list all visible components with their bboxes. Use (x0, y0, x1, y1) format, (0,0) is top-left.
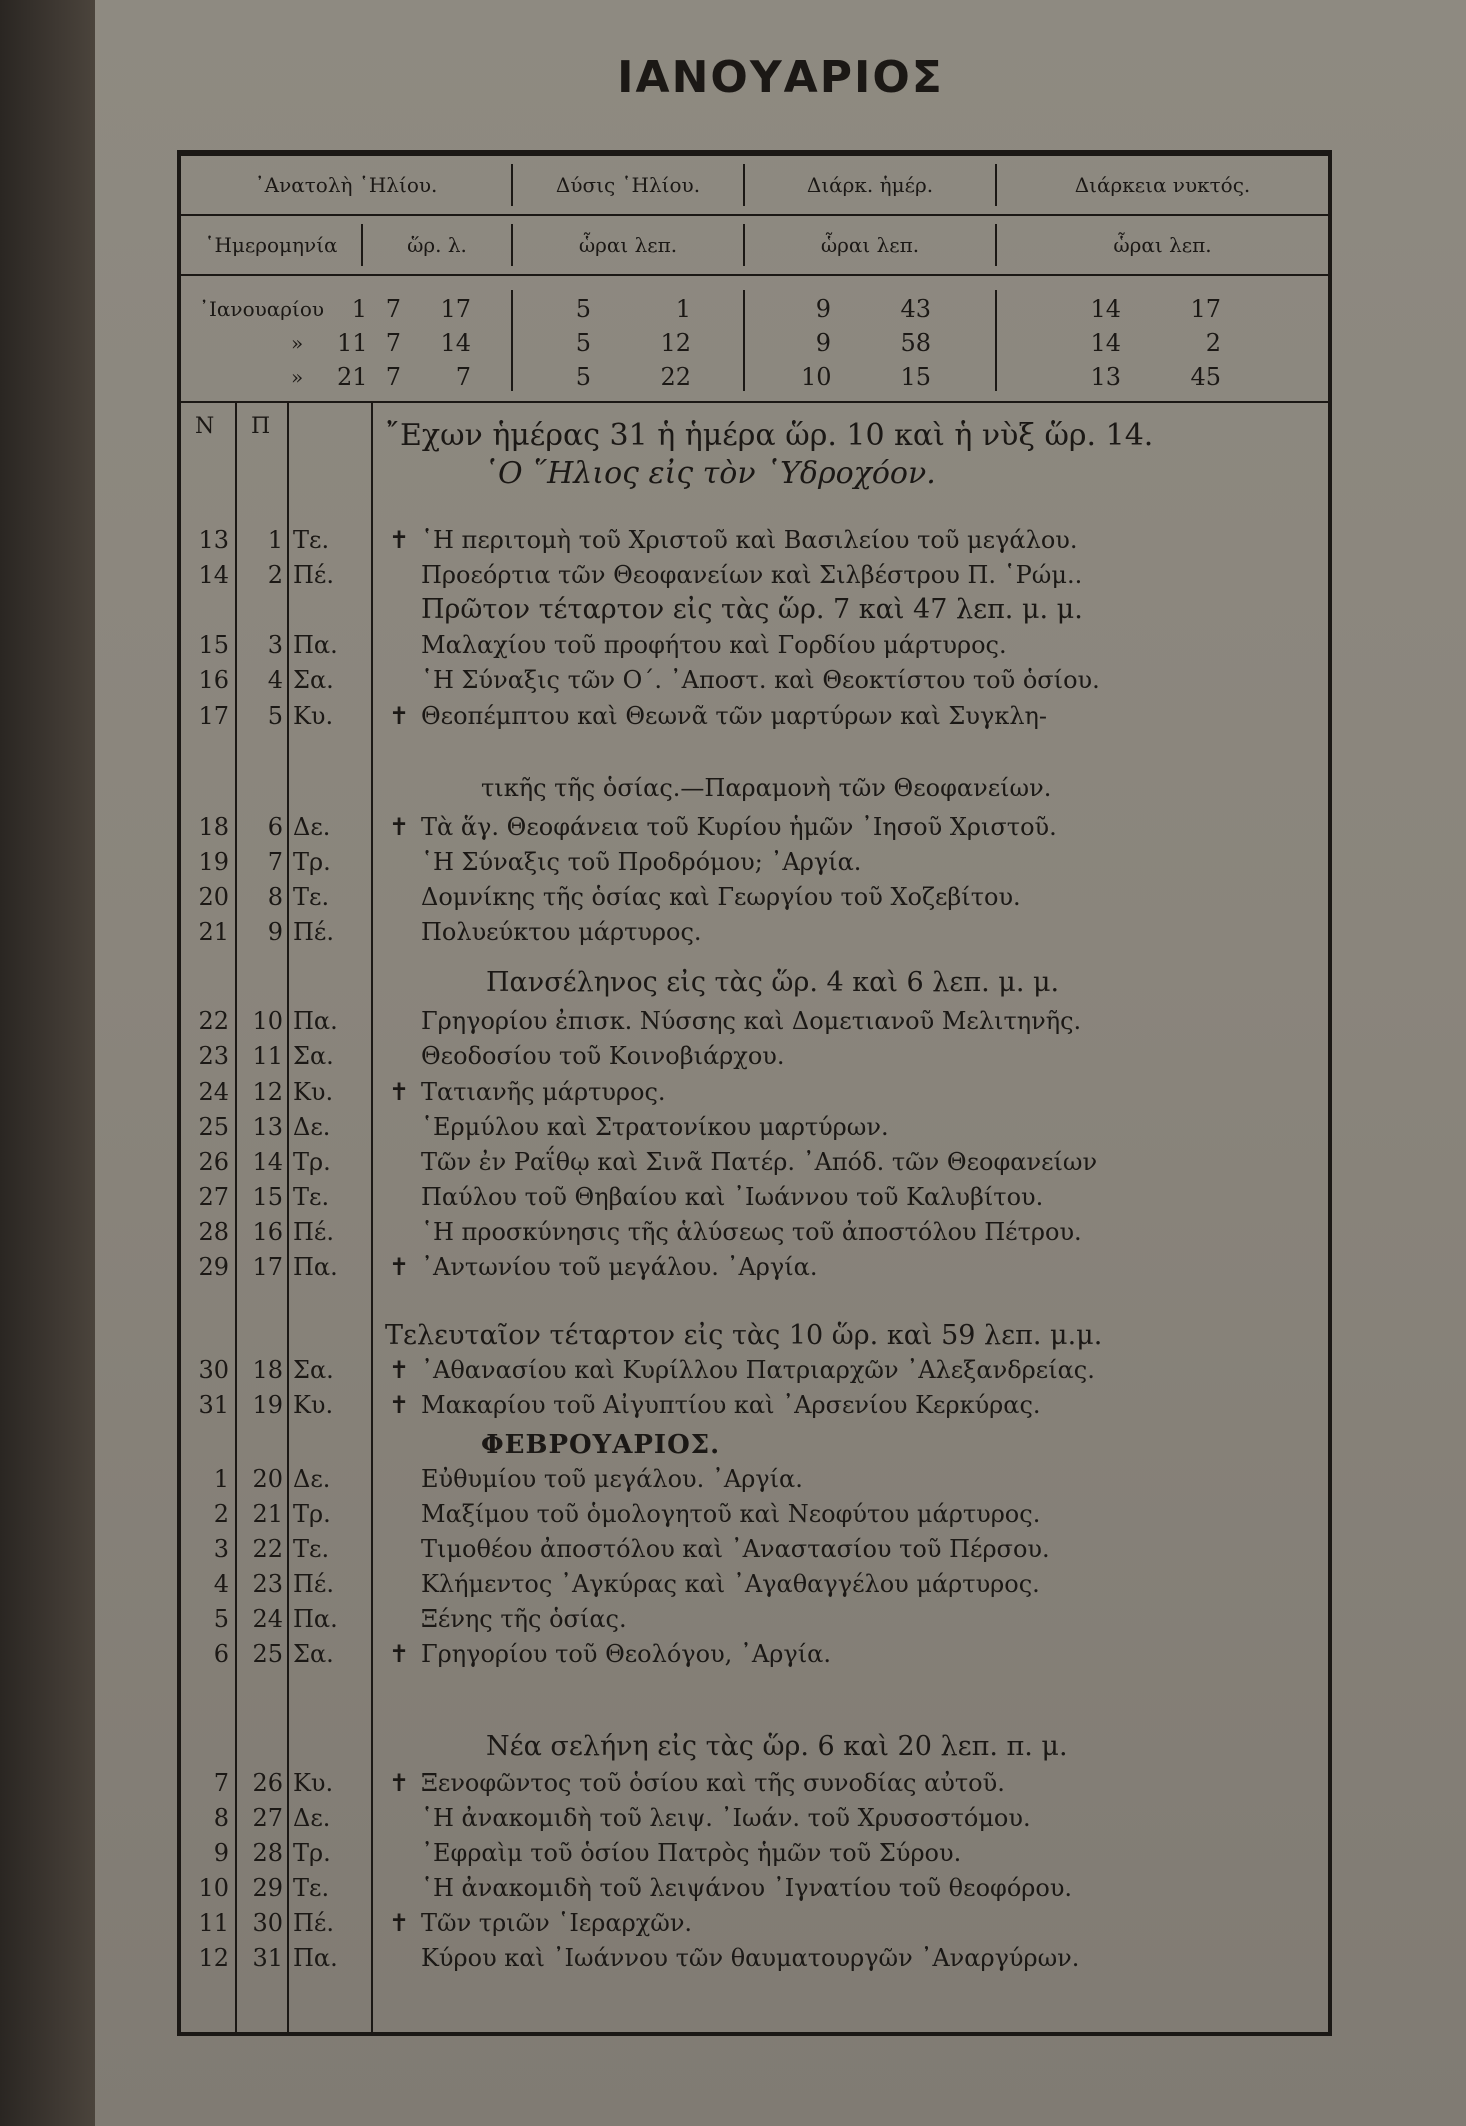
old-style-day: 13 (198, 526, 229, 554)
old-style-day: 24 (198, 1078, 229, 1106)
month-intro: ῎Εχων ἡμέρας 31 ἡ ἡμέρα ὥρ. 10 καὶ ἡ νὺξ ὥρ. 14. (385, 418, 1154, 453)
stats-nl-min: 17 (1190, 295, 1221, 323)
calendar-entry (181, 628, 1328, 663)
stats-dl-min: 15 (900, 363, 931, 391)
calendar-entry (181, 1637, 1328, 1672)
weekday: Πα. (293, 631, 338, 659)
stats-row (181, 292, 1328, 326)
weekday: Κυ. (293, 1391, 334, 1419)
old-style-day: 7 (213, 1769, 229, 1797)
weekday: Πα. (293, 1944, 338, 1972)
old-style-day: 6 (213, 1640, 229, 1668)
zodiac-line: ῾Ο ῞Ηλιος εἰς τὸν ῾Υδροχόον. (483, 456, 936, 491)
new-style-day: 10 (252, 1007, 283, 1035)
weekday: Τρ. (293, 1148, 331, 1176)
new-style-day: 21 (252, 1500, 283, 1528)
saints-text: ῾Η προσκύνησις τῆς ἁλύσεως τοῦ ἀποστόλου Πέτρου. (421, 1218, 1082, 1246)
column-p-header: Π (251, 414, 271, 439)
phase-text: Νέα σελήνη εἰς τὰς ὥρ. 6 καὶ 20 λεπ. π. μ. (486, 1731, 1068, 1762)
calendar-entry (181, 1906, 1328, 1941)
stats-day: 11 (337, 329, 368, 357)
weekday: Κυ. (293, 1078, 334, 1106)
weekday: Δε. (293, 813, 331, 841)
calendar-entry (181, 1801, 1328, 1836)
calendar-entry (181, 1075, 1328, 1110)
new-style-day: 18 (252, 1356, 283, 1384)
feast-cross-icon: ✝ (389, 1640, 410, 1668)
old-style-day: 23 (198, 1042, 229, 1070)
calendar-entry (181, 663, 1328, 698)
old-style-day: 3 (213, 1535, 229, 1563)
calendar-entry (181, 1836, 1328, 1871)
saints-text: Προεόρτια τῶν Θεοφανείων καὶ Σιλβέστρου Π. ῾Ρώμ.. (421, 561, 1083, 589)
stats-rise-min: 17 (440, 295, 471, 323)
calendar-entry (181, 1215, 1328, 1250)
saints-text: ῾Η Σύναξις τοῦ Προδρόμου; ᾿Αργία. (421, 848, 862, 876)
new-style-day: 4 (267, 666, 283, 694)
new-style-day: 5 (267, 702, 283, 730)
moon-phase-full (181, 964, 1328, 1002)
saints-text: Θεοδοσίου τοῦ Κοινοβιάρχου. (421, 1042, 785, 1070)
old-style-day: 25 (198, 1113, 229, 1141)
weekday: Σα. (293, 1356, 334, 1384)
weekday: Πα. (293, 1605, 338, 1633)
weekday: Δε. (293, 1113, 331, 1141)
feast-cross-icon: ✝ (389, 813, 410, 841)
old-style-day: 11 (198, 1909, 229, 1937)
feast-cross-icon: ✝ (389, 1078, 410, 1106)
new-style-day: 15 (252, 1183, 283, 1211)
new-style-day: 3 (267, 631, 283, 659)
weekday: Πέ. (293, 1909, 334, 1937)
phase-text: Πρῶτον τέταρτον εἰς τὰς ὥρ. 7 καὶ 47 λεπ. μ. μ. (421, 594, 1083, 625)
feast-cross-icon: ✝ (389, 1356, 410, 1384)
saints-text: Θεοπέμπτου καὶ Θεωνᾶ τῶν μαρτύρων καὶ Συγκλη- (421, 702, 1048, 730)
weekday: Τε. (293, 1874, 330, 1902)
saints-text: Δομνίκης τῆς ὁσίας καὶ Γεωργίου τοῦ Χοζεβίτου. (421, 883, 1021, 911)
calendar-entry (181, 1039, 1328, 1074)
saints-text: Τὰ ἅγ. Θεοφάνεια τοῦ Κυρίου ἡμῶν ᾿Ιησοῦ Χριστοῦ. (421, 813, 1057, 841)
saints-text: Ξενοφῶντος τοῦ ὁσίου καὶ τῆς συνοδίας αὐτοῦ. (421, 1769, 1005, 1797)
calendar-entry (181, 523, 1328, 558)
sun-stats (181, 276, 1328, 403)
feast-cross-icon: ✝ (389, 526, 410, 554)
stats-day: 1 (351, 295, 367, 323)
saints-text: Ξένης τῆς ὁσίας. (421, 1605, 627, 1633)
stats-dl-min: 43 (900, 295, 931, 323)
old-style-day: 5 (213, 1605, 229, 1633)
old-style-day: 22 (198, 1007, 229, 1035)
calendar-entry (181, 1941, 1328, 1976)
stats-dl-hour: 9 (815, 295, 831, 323)
new-style-day: 22 (252, 1535, 283, 1563)
old-style-day: 26 (198, 1148, 229, 1176)
weekday: Κυ. (293, 702, 334, 730)
calendar-entry (181, 845, 1328, 880)
feast-cross-icon: ✝ (389, 1909, 410, 1937)
stats-rise-hour: 7 (385, 363, 401, 391)
stats-set-hour: 5 (575, 295, 591, 323)
header-row-units (181, 216, 1328, 276)
sunrise-header: ᾿Ανατολὴ ῾Ηλίου. (254, 173, 438, 197)
stats-rise-min: 7 (455, 363, 471, 391)
old-style-day: 10 (198, 1874, 229, 1902)
old-style-day: 16 (198, 666, 229, 694)
new-style-day: 30 (252, 1909, 283, 1937)
saints-text: Πολυεύκτου μάρτυρος. (421, 918, 702, 946)
new-style-day: 31 (252, 1944, 283, 1972)
old-style-day: 20 (198, 883, 229, 911)
old-style-day: 4 (213, 1570, 229, 1598)
saints-text: Παύλου τοῦ Θηβαίου καὶ ᾿Ιωάννου τοῦ Καλυβίτου. (421, 1183, 1044, 1211)
weekday: Σα. (293, 1042, 334, 1070)
stats-dl-hour: 10 (801, 363, 832, 391)
old-style-day: 15 (198, 631, 229, 659)
phase-text: Πανσέληνος εἰς τὰς ὥρ. 4 καὶ 6 λεπ. μ. μ. (486, 967, 1060, 998)
old-style-day: 30 (198, 1356, 229, 1384)
old-style-day: 21 (198, 918, 229, 946)
almanac-page (95, 0, 1466, 2126)
saints-text: ῾Η ἀνακομιδὴ τοῦ λειψ. ᾿Ιωάν. τοῦ Χρυσοστόμου. (421, 1804, 1031, 1832)
stats-row (181, 360, 1328, 394)
old-style-day: 8 (213, 1804, 229, 1832)
new-style-day: 19 (252, 1391, 283, 1419)
february-heading: ΦΕΒΡΟΥΑΡΙΟΣ. (481, 1430, 721, 1460)
saints-text: Κλήμεντος ᾿Αγκύρας καὶ ᾿Αγαθαγγέλου μάρτυρος. (421, 1570, 1040, 1598)
stats-row (181, 326, 1328, 360)
calendar-entry (181, 1353, 1328, 1388)
saints-text: Τατιανῆς μάρτυρος. (421, 1078, 666, 1106)
stats-set-min: 1 (675, 295, 691, 323)
new-style-day: 17 (252, 1253, 283, 1281)
new-style-day: 6 (267, 813, 283, 841)
weekday: Κυ. (293, 1769, 334, 1797)
old-style-day: 12 (198, 1944, 229, 1972)
new-style-day: 12 (252, 1078, 283, 1106)
calendar-entry (181, 1766, 1328, 1801)
weekday: Τε. (293, 1183, 330, 1211)
column-n-header: Ν (195, 414, 215, 439)
new-style-day: 25 (252, 1640, 283, 1668)
calendar-entry (181, 1532, 1328, 1567)
old-style-day: 27 (198, 1183, 229, 1211)
old-style-day: 2 (213, 1500, 229, 1528)
weekday: Δε. (293, 1804, 331, 1832)
day-length-header: Διάρκ. ἡμέρ. (806, 173, 934, 197)
saints-text: ῾Η ἀνακομιδὴ τοῦ λειψάνου ᾿Ιγνατίου τοῦ θεοφόρου. (421, 1874, 1073, 1902)
old-style-day: 14 (198, 561, 229, 589)
saints-text: Κύρου καὶ ᾿Ιωάννου τῶν θαυματουργῶν ᾿Αναργύρων. (421, 1944, 1080, 1972)
stats-nl-hour: 14 (1090, 295, 1121, 323)
moon-phase-first-quarter (181, 591, 1328, 629)
stats-set-min: 22 (660, 363, 691, 391)
stats-day: 21 (337, 363, 368, 391)
feast-cross-icon: ✝ (389, 702, 410, 730)
saints-text: Μαλαχίου τοῦ προφήτου καὶ Γορδίου μάρτυρος. (421, 631, 1007, 659)
weekday: Πέ. (293, 1218, 334, 1246)
new-style-day: 29 (252, 1874, 283, 1902)
date-label-header: ῾Ημερομηνία (204, 233, 338, 257)
calendar-entry (181, 699, 1328, 734)
calendar-entry (181, 1180, 1328, 1215)
saints-text: Γρηγορίου ἐπισκ. Νύσσης καὶ Δομετιανοῦ Μελιτηνῆς. (421, 1007, 1082, 1035)
weekday: Πέ. (293, 918, 334, 946)
calendar-entry (181, 1388, 1328, 1423)
stats-dl-hour: 9 (815, 329, 831, 357)
moon-phase-new (181, 1728, 1328, 1766)
calendar-entry (181, 880, 1328, 915)
old-style-day: 29 (198, 1253, 229, 1281)
old-style-day: 1 (213, 1465, 229, 1493)
calendar-entry (181, 810, 1328, 845)
entry-continuation: τικῆς τῆς ὁσίας.—Παραμονὴ τῶν Θεοφανείων. (481, 774, 1052, 802)
calendar-entry (181, 558, 1328, 593)
saints-text: ᾿Αντωνίου τοῦ μεγάλου. ᾿Αργία. (421, 1253, 818, 1281)
old-style-day: 9 (213, 1839, 229, 1867)
old-style-day: 31 (198, 1391, 229, 1419)
stats-nl-hour: 13 (1090, 363, 1121, 391)
calendar-entry (181, 1497, 1328, 1532)
weekday: Τε. (293, 1535, 330, 1563)
phase-text: Τελευταῖον τέταρτον εἰς τὰς 10 ὥρ. καὶ 59 λεπ. μ.μ. (385, 1320, 1103, 1351)
stats-rise-hour: 7 (385, 295, 401, 323)
saints-text: ᾿Αθανασίου καὶ Κυρίλλου Πατριαρχῶν ᾿Αλεξανδρείας. (421, 1356, 1095, 1384)
saints-text: Τῶν ἐν Ραΐθῳ καὶ Σινᾶ Πατέρ. ᾿Απόδ. τῶν Θεοφανείων (421, 1148, 1098, 1176)
calendar-entry (181, 1145, 1328, 1180)
sunset-units-header: ὧραι λεπ. (578, 233, 678, 257)
saints-text: Γρηγορίου τοῦ Θεολόγου, ᾿Αργία. (421, 1640, 831, 1668)
old-style-day: 19 (198, 848, 229, 876)
stats-nl-min: 45 (1190, 363, 1221, 391)
book-binding (0, 0, 95, 2126)
old-style-day: 17 (198, 702, 229, 730)
weekday: Πα. (293, 1253, 338, 1281)
stats-set-min: 12 (660, 329, 691, 357)
page-title: ΙΑΝΟΥΑΡΙΟΣ (617, 52, 944, 103)
new-style-day: 2 (267, 561, 283, 589)
new-style-day: 24 (252, 1605, 283, 1633)
saints-text: Μακαρίου τοῦ Αἰγυπτίου καὶ ᾿Αρσενίου Κερκύρας. (421, 1391, 1041, 1419)
calendar-entry (181, 1567, 1328, 1602)
weekday: Τε. (293, 883, 330, 911)
new-style-day: 27 (252, 1804, 283, 1832)
new-style-day: 23 (252, 1570, 283, 1598)
saints-text: Εὐθυμίου τοῦ μεγάλου. ᾿Αργία. (421, 1465, 803, 1493)
saints-text: ῾Η Σύναξις τῶν Ο΄. ᾿Αποστ. καὶ Θεοκτίστου τοῦ ὁσίου. (421, 666, 1100, 694)
calendar-entry (181, 1602, 1328, 1637)
calendar-entry (181, 915, 1328, 950)
weekday: Τρ. (293, 1500, 331, 1528)
saints-text: ῾Ερμύλου καὶ Στρατονίκου μαρτύρων. (421, 1113, 889, 1141)
weekday: Πέ. (293, 561, 334, 589)
calendar-table (177, 150, 1332, 2036)
feast-cross-icon: ✝ (389, 1253, 410, 1281)
new-style-day: 16 (252, 1218, 283, 1246)
stats-rise-hour: 7 (385, 329, 401, 357)
weekday: Σα. (293, 666, 334, 694)
weekday: Τρ. (293, 1839, 331, 1867)
new-style-day: 26 (252, 1769, 283, 1797)
stats-label: » (291, 365, 304, 389)
weekday: Σα. (293, 1640, 334, 1668)
stats-nl-min: 2 (1205, 329, 1221, 357)
weekday: Πέ. (293, 1570, 334, 1598)
new-style-day: 14 (252, 1148, 283, 1176)
stats-nl-hour: 14 (1090, 329, 1121, 357)
new-style-day: 8 (267, 883, 283, 911)
calendar-entry (181, 1462, 1328, 1497)
night-length-units-header: ὧραι λεπ. (1113, 233, 1212, 257)
saints-text: ῾Η περιτομὴ τοῦ Χριστοῦ καὶ Βασιλείου τοῦ μεγάλου. (421, 526, 1078, 554)
weekday: Τε. (293, 526, 330, 554)
calendar-entry (181, 1871, 1328, 1906)
feast-cross-icon: ✝ (389, 1391, 410, 1419)
stats-label: » (291, 331, 304, 355)
moon-phase-last-quarter (181, 1317, 1328, 1355)
saints-text: Μαξίμου τοῦ ὁμολογητοῦ καὶ Νεοφύτου μάρτυρος. (421, 1500, 1041, 1528)
calendar-entry (181, 1110, 1328, 1145)
stats-label: ᾿Ιανουαρίου (199, 297, 325, 321)
stats-set-hour: 5 (575, 363, 591, 391)
saints-text: Τῶν τριῶν ῾Ιεραρχῶν. (421, 1909, 693, 1937)
new-style-day: 7 (267, 848, 283, 876)
new-style-day: 13 (252, 1113, 283, 1141)
night-length-header: Διάρκεια νυκτός. (1074, 173, 1251, 197)
feast-cross-icon: ✝ (389, 1769, 410, 1797)
day-length-units-header: ὧραι λεπ. (820, 233, 920, 257)
weekday: Τρ. (293, 848, 331, 876)
new-style-day: 1 (267, 526, 283, 554)
old-style-day: 18 (198, 813, 229, 841)
new-style-day: 9 (267, 918, 283, 946)
saints-text: Τιμοθέου ἀποστόλου καὶ ᾿Αναστασίου τοῦ Πέρσου. (421, 1535, 1050, 1563)
weekday: Πα. (293, 1007, 338, 1035)
stats-set-hour: 5 (575, 329, 591, 357)
header-row-titles (181, 156, 1328, 216)
old-style-day: 28 (198, 1218, 229, 1246)
new-style-day: 28 (252, 1839, 283, 1867)
weekday: Δε. (293, 1465, 331, 1493)
calendar-entry (181, 1250, 1328, 1285)
hour-min-header: ὥρ. λ. (407, 233, 467, 257)
stats-dl-min: 58 (900, 329, 931, 357)
sunset-header: Δύσις ῾Ηλίου. (555, 173, 701, 197)
stats-rise-min: 14 (440, 329, 471, 357)
new-style-day: 20 (252, 1465, 283, 1493)
calendar-entry (181, 1004, 1328, 1039)
saints-text: ᾿Εφραὶμ τοῦ ὁσίου Πατρὸς ἡμῶν τοῦ Σύρου. (421, 1839, 962, 1867)
new-style-day: 11 (252, 1042, 283, 1070)
